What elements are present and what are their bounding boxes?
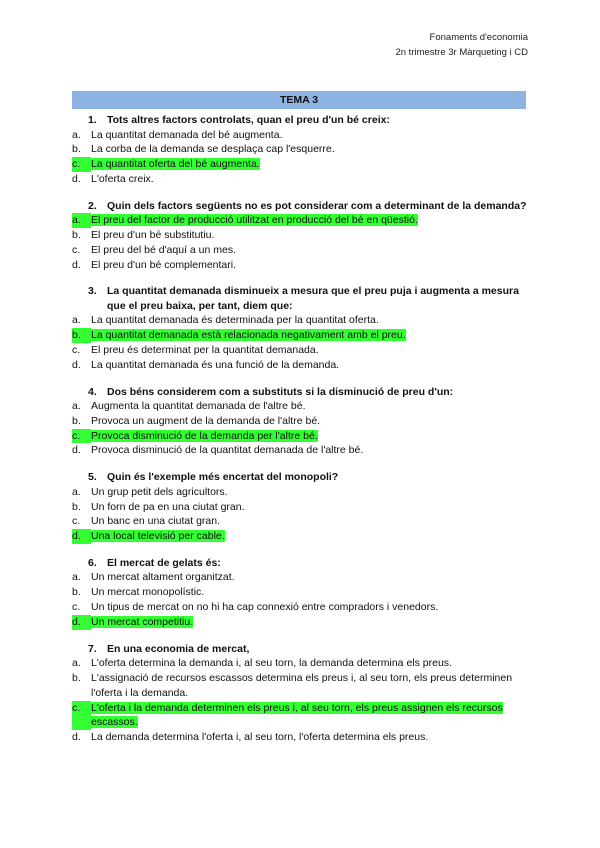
answer-text-content: Un mercat competitiu. (91, 615, 194, 628)
answer-text (91, 343, 528, 358)
answer-letter: d. (72, 172, 81, 185)
answer-text (91, 671, 528, 701)
answer-letter: b. (72, 671, 81, 684)
answer-letter: a. (72, 657, 81, 670)
topic-title: TEMA 3 (72, 91, 526, 109)
answer-letter: b. (72, 143, 81, 156)
answer-option (72, 656, 528, 671)
answer-option (72, 570, 528, 585)
question-number: 1. (88, 114, 97, 126)
question-title (88, 556, 528, 571)
answer-letter: c. (72, 515, 81, 528)
question-title (88, 199, 528, 214)
answer-option (72, 313, 528, 328)
answer-text-content: L'oferta creix. (91, 172, 154, 185)
answer-text-content: La quantitat demanada és determinada per la quantitat oferta. (91, 314, 379, 327)
answer-option-correct (72, 213, 528, 228)
answer-option (72, 585, 528, 600)
answer-text (91, 443, 528, 458)
answer-letter: d. (72, 444, 81, 457)
answer-text-content: L'oferta determina la demanda i, al seu torn, la demanda determina els preus. (91, 657, 452, 670)
answer-text (91, 313, 528, 328)
answer-option-correct (72, 529, 528, 544)
answer-letter: b. (72, 414, 81, 427)
course-name: Fonaments d'economia (429, 32, 528, 43)
answer-text-content: Un banc en una ciutat gran. (91, 515, 221, 528)
answer-letter: b. (72, 500, 81, 513)
question-5 (72, 470, 528, 544)
answer-text-content: La quantitat oferta del bé augmenta. (91, 158, 260, 171)
answer-option (72, 600, 528, 615)
answer-letter: c. (72, 701, 91, 731)
answer-letter: b. (72, 228, 81, 241)
answer-letter: c. (72, 429, 91, 444)
answer-option-correct (72, 157, 528, 172)
document-header (395, 30, 528, 60)
answer-text-content: La corba de la demanda se desplaça cap l'esquerre. (91, 143, 335, 156)
answer-text (91, 157, 528, 172)
question-4 (72, 385, 528, 459)
question-title (88, 642, 528, 657)
answer-letter: b. (72, 586, 81, 599)
answer-text-content: El preu del bé d'aquí a un mes. (91, 243, 237, 256)
answer-text (91, 213, 528, 228)
answer-letter: d. (72, 258, 81, 271)
answer-text (91, 600, 528, 615)
question-7 (72, 642, 528, 745)
answer-option-correct (72, 701, 528, 731)
answer-letter: a. (72, 128, 81, 141)
question-6 (72, 556, 528, 630)
answer-option (72, 730, 528, 745)
answer-option (72, 485, 528, 500)
question-number: 2. (88, 199, 97, 212)
answer-letter: a. (72, 400, 81, 413)
answer-text-content: L'oferta i la demanda determinen els preus i, al seu torn, els preus assignen els recursos escassos. (91, 701, 503, 729)
question-text: El mercat de gelats és: (107, 556, 221, 569)
question-title (88, 470, 528, 485)
answer-option (72, 399, 528, 414)
answer-text (91, 258, 528, 273)
question-text: Dos béns considerem com a substituts si la disminució de preu d'un: (107, 385, 454, 398)
answer-text (91, 730, 528, 745)
answer-text (91, 172, 528, 187)
answer-text (91, 529, 528, 544)
answer-text-content: La quantitat demanada és una funció de la demanda. (91, 358, 340, 371)
question-text: La quantitat demanada disminueix a mesura que el preu puja i augmenta a mesura que el preu baixa, per tant, diem que: (107, 285, 519, 312)
answer-text-content: El preu d'un bé complementari. (91, 258, 237, 271)
answer-text (91, 585, 528, 600)
answer-option (72, 142, 528, 157)
question-list (72, 113, 528, 757)
answer-option (72, 258, 528, 273)
answer-option-correct (72, 429, 528, 444)
answer-letter: a. (72, 314, 81, 327)
term-info: 2n trimestre 3r Màrqueting i CD (395, 47, 528, 58)
question-number: 6. (88, 556, 97, 569)
question-number: 4. (88, 385, 97, 398)
answer-text (91, 128, 528, 143)
answer-text (91, 142, 528, 157)
answer-option-correct (72, 615, 528, 630)
answer-option (72, 343, 528, 358)
answer-option (72, 671, 528, 701)
answer-option (72, 228, 528, 243)
answer-text-content: L'assignació de recursos escassos determina els preus i, al seu torn, els preus determinen l'oferta i la demanda. (91, 671, 513, 699)
answer-text (91, 358, 528, 373)
answer-text-content: La quantitat demanada està relacionada negativament amb el preu. (91, 329, 406, 342)
answer-text-content: Augmenta la quantitat demanada de l'altre bé. (91, 400, 306, 413)
answer-letter: d. (72, 615, 91, 630)
answer-text (91, 399, 528, 414)
question-number: 3. (88, 285, 97, 298)
answer-text-content: Un grup petit dels agricultors. (91, 485, 228, 498)
answer-letter: d. (72, 529, 91, 544)
answer-text-content: Un mercat monopolístic. (91, 586, 205, 599)
answer-letter: d. (72, 358, 81, 371)
answer-option (72, 358, 528, 373)
answer-text (91, 500, 528, 515)
answer-text-content: Provoca disminució de la demanda per l'altre bé. (91, 429, 318, 442)
answer-text-content: La demanda determina l'oferta i, al seu torn, l'oferta determina els preus. (91, 731, 429, 744)
answer-text (91, 514, 528, 529)
answer-text (91, 429, 528, 444)
answer-text-content: Una local televisió per cable. (91, 530, 225, 543)
answer-text-content: Un forn de pa en una ciutat gran. (91, 500, 245, 513)
answer-option (72, 514, 528, 529)
answer-text-content: El preu és determinat per la quantitat demanada. (91, 343, 319, 356)
answer-letter: a. (72, 213, 91, 228)
question-text: Quin és l'exemple més encertat del monopoli? (107, 471, 339, 484)
answer-letter: c. (72, 601, 81, 614)
answer-letter: c. (72, 243, 81, 256)
answer-option (72, 414, 528, 429)
question-number: 5. (88, 471, 97, 484)
answer-option (72, 500, 528, 515)
answer-option (72, 128, 528, 143)
answer-text (91, 328, 528, 343)
question-3 (72, 284, 528, 372)
question-2 (72, 199, 528, 273)
answer-option-correct (72, 328, 528, 343)
question-title (88, 113, 528, 128)
answer-letter: c. (72, 157, 91, 172)
answer-text (91, 701, 528, 731)
question-text: En una economia de mercat, (107, 642, 250, 655)
answer-text (91, 615, 528, 630)
answer-letter: a. (72, 571, 81, 584)
answer-option (72, 243, 528, 258)
answer-text (91, 570, 528, 585)
question-number: 7. (88, 642, 97, 655)
answer-text-content: El preu del factor de producció utilitzat en producció del bé en qüestió. (91, 214, 418, 227)
answer-letter: a. (72, 485, 81, 498)
answer-text (91, 228, 528, 243)
answer-text (91, 656, 528, 671)
question-title (88, 385, 528, 400)
answer-text-content: La quantitat demanada del bé augmenta. (91, 128, 283, 141)
answer-option (72, 443, 528, 458)
answer-text-content: Un tipus de mercat on no hi ha cap connexió entre compradors i venedors. (91, 601, 439, 614)
answer-option (72, 172, 528, 187)
question-title (88, 284, 528, 313)
answer-letter: b. (72, 328, 91, 343)
question-text: Quin dels factors següents no es pot considerar com a determinant de la demanda? (107, 199, 527, 212)
question-text: Tots altres factors controlats, quan el preu d'un bé creix: (107, 114, 390, 126)
answer-text-content: El preu d'un bé substitutiu. (91, 228, 215, 241)
answer-letter: c. (72, 343, 81, 356)
answer-text-content: Provoca disminució de la quantitat demanada de l'altre bé. (91, 444, 364, 457)
answer-text (91, 414, 528, 429)
answer-text (91, 485, 528, 500)
answer-text (91, 243, 528, 258)
answer-text-content: Provoca un augment de la demanda de l'altre bé. (91, 414, 321, 427)
question-1 (72, 113, 528, 187)
answer-text-content: Un mercat altament organitzat. (91, 571, 235, 584)
answer-letter: d. (72, 731, 81, 744)
